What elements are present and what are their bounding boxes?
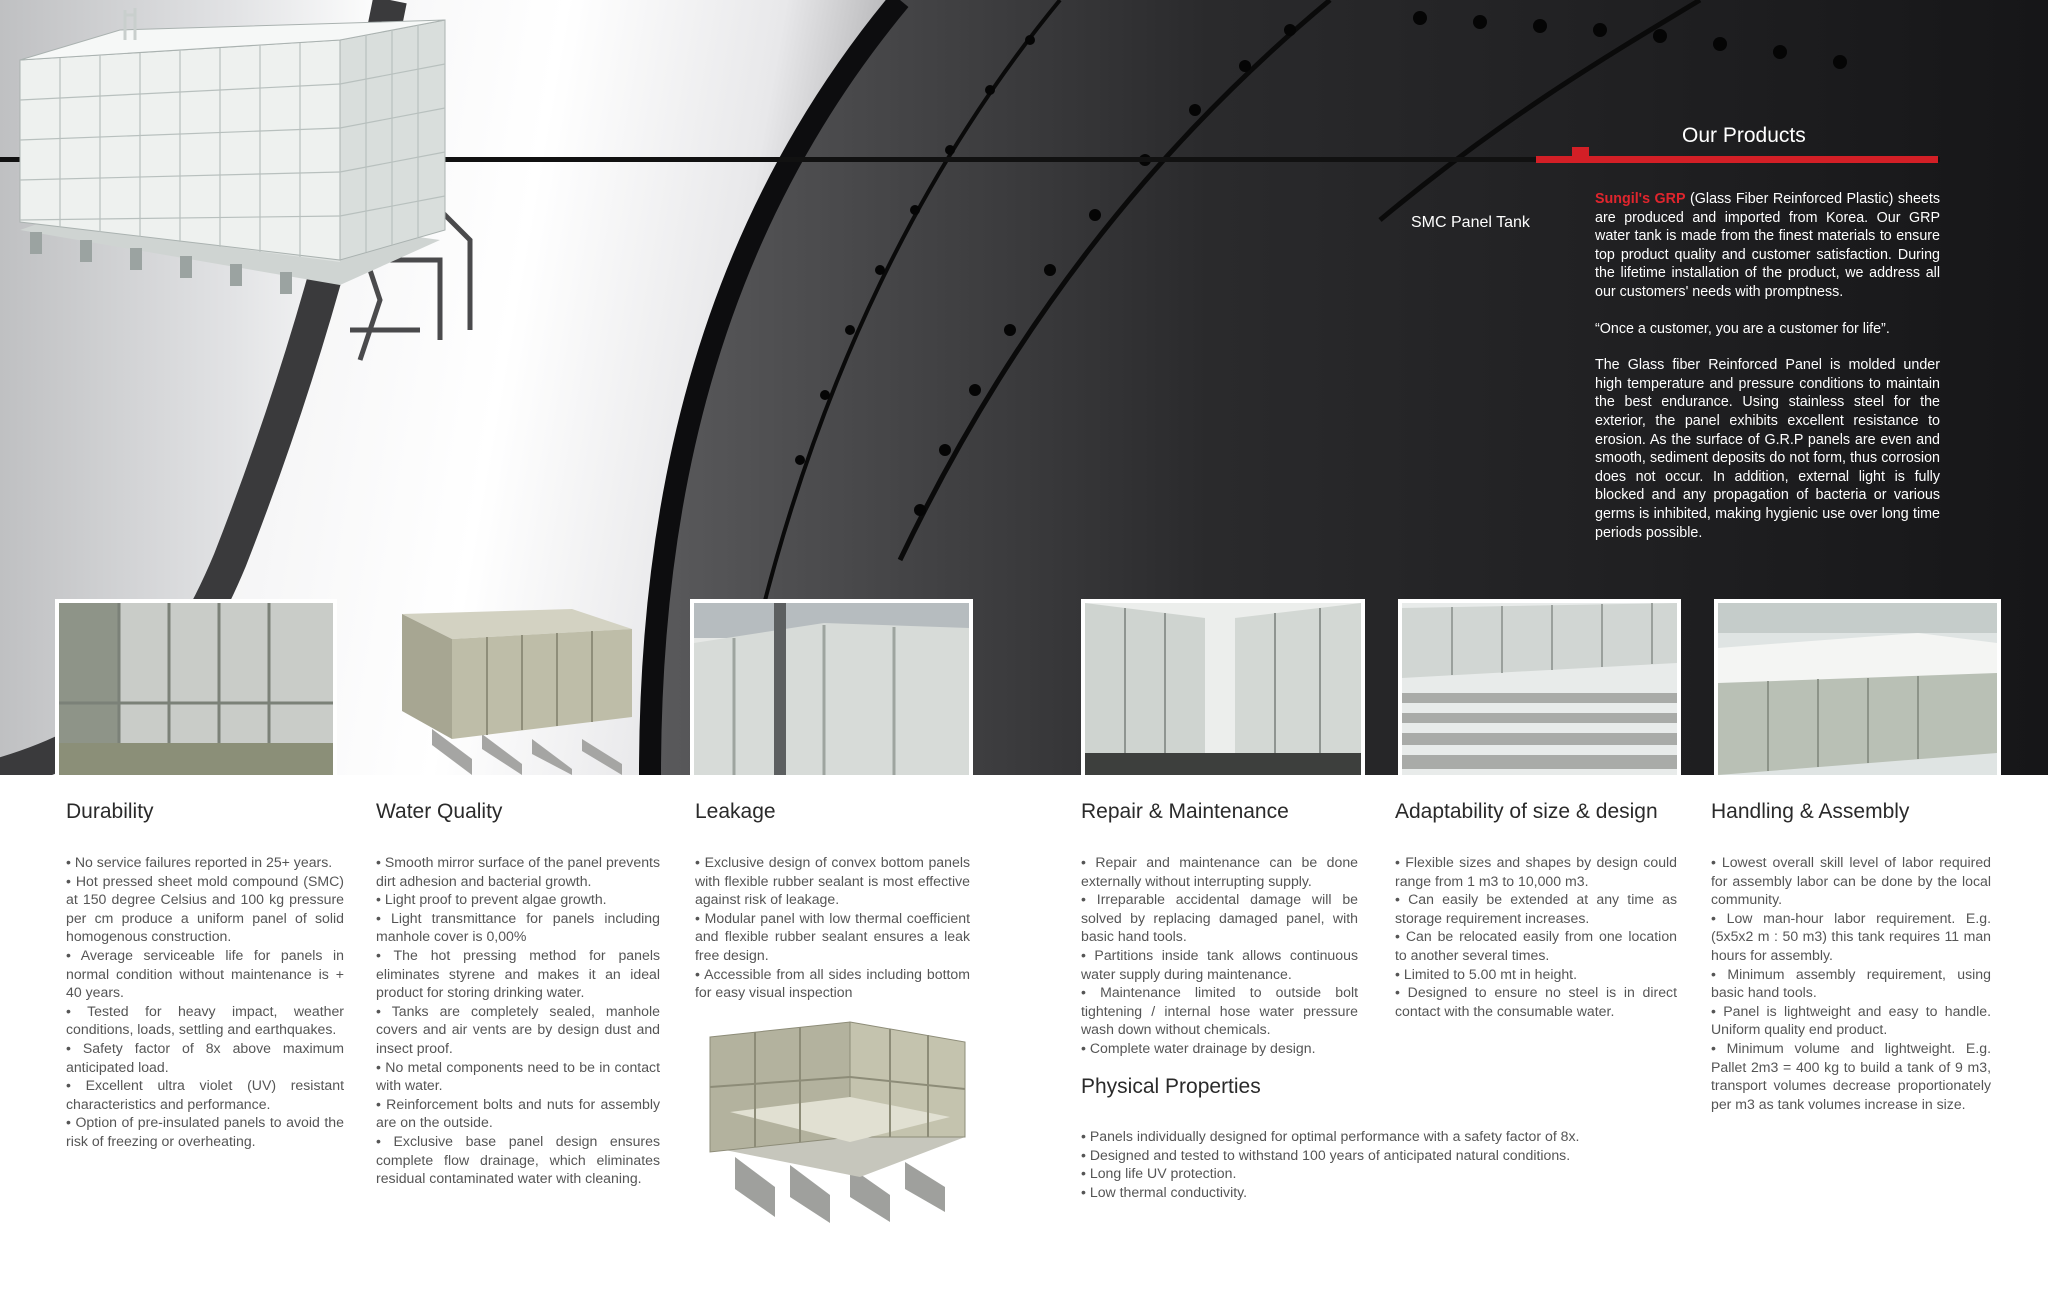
intro-paragraph-3: The Glass fiber Reinforced Panel is molded under high temperature and pressure conditions to maintain the best endurance. Using stainless steel for the exterior, the panel exhibits excellent resistance to erosion. As the surface of G.R.P panels are even and smooth, sediment deposits do not form, thus corrosion does not occur. In addition, external light is fully blocked and any propagation of bacteria or various germs is inhibited, making hygienic use over long time periods possible. bbox=[1595, 357, 1940, 541]
list-item: • Low man-hour labor requirement. E.g. (5x5x2 m : 50 m3) this tank requires 11 man hours for assembly. bbox=[1711, 909, 1991, 963]
list-item: • Panels individually designed for optimal performance with a safety factor of 8x. bbox=[1081, 1128, 1580, 1144]
heading-adaptability: Adaptability of size & design bbox=[1395, 800, 1658, 823]
list-item: • Maintenance limited to outside bolt tightening / internal hose water pressure wash down without chemicals. bbox=[1081, 984, 1358, 1038]
adaptability-list bbox=[1395, 853, 1677, 1020]
list-item: • Panel is lightweight and easy to handle. Uniform quality end product. bbox=[1711, 1002, 1991, 1038]
thumb-durability bbox=[55, 599, 337, 775]
accent-tab bbox=[1572, 147, 1589, 157]
list-item: • Hot pressed sheet mold compound (SMC) at 150 degree Celsius and 100 kg pressure per cm produce a uniform panel of solid homogenous construction. bbox=[66, 872, 344, 945]
list-item: • Smooth mirror surface of the panel prevents dirt adhesion and bacterial growth. bbox=[376, 854, 660, 889]
list-item: • No service failures reported in 25+ years. bbox=[66, 854, 333, 870]
heading-leakage: Leakage bbox=[695, 800, 776, 823]
list-item: • Minimum volume and lightweight. E.g. Pallet 2m3 = 400 kg to build a tank of 9 m3, transport volumes decrease proportionately per m3 as tank volumes increase in size. bbox=[1711, 1039, 1991, 1112]
list-item: • Irreparable accidental damage will be solved by replacing damaged panel, with basic hand tools. bbox=[1081, 891, 1358, 945]
list-item: • Repair and maintenance can be done externally without interrupting supply. bbox=[1081, 854, 1358, 889]
list-item: • Safety factor of 8x above maximum anticipated load. bbox=[66, 1039, 344, 1075]
list-item: • Flexible sizes and shapes by design could range from 1 m3 to 10,000 m3. bbox=[1395, 854, 1677, 889]
tank-caption: SMC Panel Tank bbox=[1411, 214, 1530, 231]
brand-name: Sungil's GRP bbox=[1595, 191, 1686, 207]
thumb-handling bbox=[1714, 599, 2001, 775]
beige-tank-image bbox=[372, 599, 655, 775]
list-item: • Minimum assembly requirement, using basic hand tools. bbox=[1711, 965, 1991, 1001]
heading-water-quality: Water Quality bbox=[376, 800, 503, 823]
list-item: • Light proof to prevent algae growth. bbox=[376, 891, 607, 908]
list-item: • Exclusive base panel design ensures complete flow drainage, which eliminates residual contaminated water with cleaning. bbox=[376, 1132, 660, 1187]
thumb-leakage bbox=[690, 599, 973, 775]
list-item: • Complete water drainage by design. bbox=[1081, 1039, 1316, 1056]
list-item: • The hot pressing method for panels eliminates styrene and makes it an ideal product for storing drinking water. bbox=[376, 946, 660, 1001]
list-item: • Reinforcement bolts and nuts for assembly are on the outside. bbox=[376, 1095, 660, 1131]
list-item: • Accessible from all sides including bottom for easy visual inspection bbox=[695, 965, 970, 1001]
thumb-repair bbox=[1081, 599, 1365, 775]
list-item: • Can be relocated easily from one location to another several times. bbox=[1395, 928, 1677, 963]
list-item: • Lowest overall skill level of labor required for assembly labor can be done by the local community. bbox=[1711, 854, 1991, 908]
durability-list bbox=[66, 853, 344, 1151]
list-item: • Light transmittance for panels including manhole cover is 0,00% bbox=[376, 909, 660, 945]
list-item: • Designed and tested to withstand 100 years of anticipated natural conditions. bbox=[1081, 1146, 1571, 1163]
heading-repair: Repair & Maintenance bbox=[1081, 800, 1289, 823]
thumb-adaptability bbox=[1398, 599, 1681, 775]
intro-text bbox=[1595, 190, 1940, 560]
list-item: • Excellent ultra violet (UV) resistant characteristics and performance. bbox=[66, 1077, 344, 1112]
list-item: • Tested for heavy impact, weather conditions, loads, settling and earthquakes. bbox=[66, 1002, 344, 1038]
list-item: • No metal components need to be in contact with water. bbox=[376, 1058, 660, 1094]
list-item: • Exclusive design of convex bottom panels with flexible rubber sealant is most effective against risk of leakage. bbox=[695, 854, 970, 908]
list-item: • Can easily be extended at any time as storage requirement increases. bbox=[1395, 891, 1677, 926]
page-title: Our Products bbox=[1682, 124, 1806, 147]
list-item: • Average serviceable life for panels in normal condition without maintenance is + 40 years. bbox=[66, 946, 344, 1001]
intro-paragraph-1: Sungil's GRP (Glass Fiber Reinforced Plastic) sheets are produced and imported from Korea. Our GRP water tank is made from the finest materials to ensure top product quality and customer satisfaction. During the lifetime installation of the product, we address all our customers' needs with promptness. bbox=[1595, 191, 1941, 300]
heading-physical-properties: Physical Properties bbox=[1081, 1075, 1261, 1098]
list-item: • Modular panel with low thermal coefficient and flexible rubber sealant ensures a leak free design. bbox=[695, 909, 970, 963]
tank-aisle-photo bbox=[1085, 603, 1361, 775]
list-item: • Partitions inside tank allows continuous water supply during maintenance. bbox=[1081, 946, 1358, 982]
repair-list bbox=[1081, 853, 1358, 1058]
tank-foundation-photo bbox=[1402, 603, 1677, 775]
tank-corner-photo bbox=[694, 603, 969, 775]
accent-rule bbox=[1536, 156, 1938, 163]
leakage-list bbox=[695, 853, 970, 1002]
list-item: • Designed to ensure no steel is in direct contact with the consumable water. bbox=[1395, 984, 1677, 1019]
intro-quote: “Once a customer, you are a customer for life”. bbox=[1595, 320, 1890, 337]
list-item: • Low thermal conductivity. bbox=[1081, 1183, 1248, 1200]
open-tank-image bbox=[700, 1017, 972, 1225]
handling-list bbox=[1711, 853, 1991, 1113]
tank-wall-photo bbox=[59, 603, 333, 775]
list-item: • Limited to 5.00 mt in height. bbox=[1395, 965, 1577, 982]
water-quality-list bbox=[376, 853, 660, 1188]
thumb-water-quality bbox=[372, 599, 655, 775]
heading-durability: Durability bbox=[66, 800, 154, 823]
smc-panel-tank-image bbox=[0, 0, 450, 300]
list-item: • Long life UV protection. bbox=[1081, 1165, 1237, 1182]
heading-handling: Handling & Assembly bbox=[1711, 800, 1910, 823]
physical-properties-list bbox=[1081, 1127, 1641, 1201]
list-item: • Tanks are completely sealed, manhole covers and air vents are by design dust and insect proof. bbox=[376, 1002, 660, 1056]
list-item: • Option of pre-insulated panels to avoid the risk of freezing or overheating. bbox=[66, 1114, 344, 1149]
large-tank-photo bbox=[1718, 603, 1997, 775]
